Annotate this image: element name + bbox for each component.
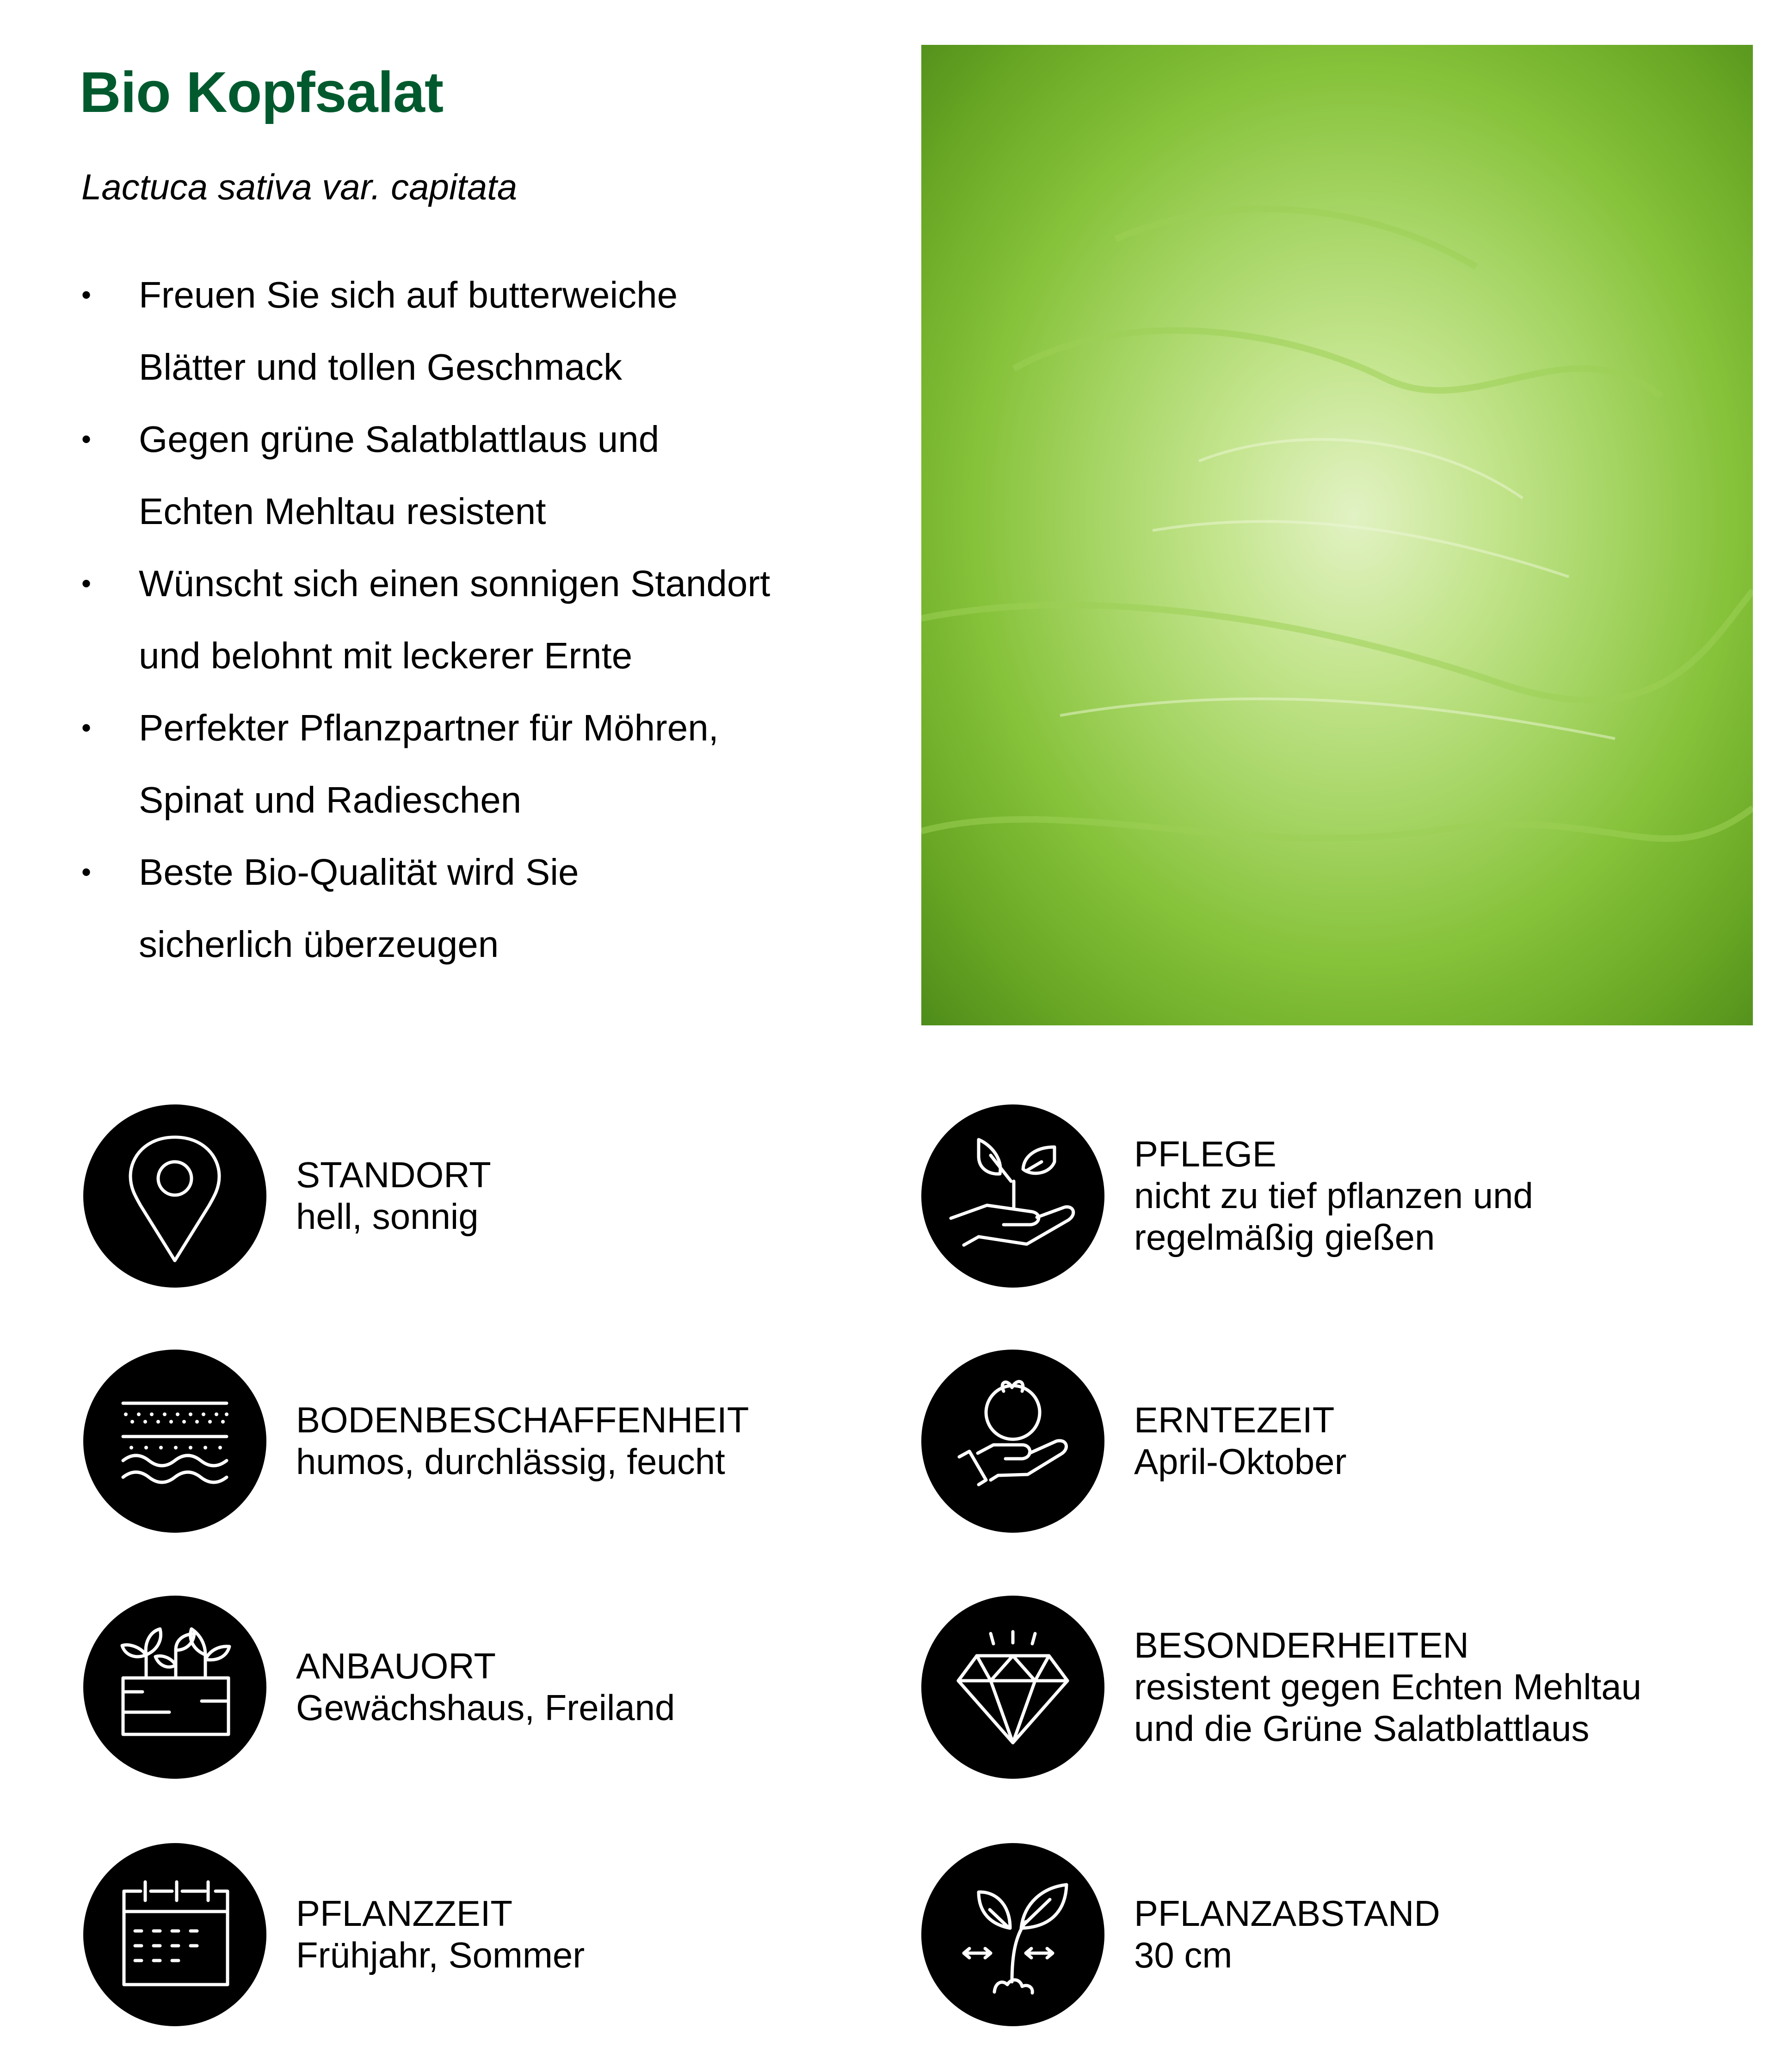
feature-value: April-Oktober [1134, 1441, 1347, 1482]
plant-spacing-icon [921, 1843, 1104, 2026]
feature-value: resistent gegen Echten Mehltau [1134, 1666, 1642, 1708]
feature-label: PFLANZABSTAND [1134, 1893, 1440, 1934]
feature-value: nicht zu tief pflanzen und [1134, 1175, 1533, 1216]
feature-label: ERNTEZEIT [1134, 1400, 1335, 1441]
feature-label: PFLEGE [1134, 1134, 1276, 1175]
feature-value: und die Grüne Salatblattlaus [1134, 1708, 1590, 1749]
bullet-dot-icon: • [81, 568, 92, 599]
feature-value: regelmäßig gießen [1134, 1216, 1435, 1258]
bullet-dot-icon: • [81, 712, 92, 743]
feature-label: BESONDERHEITEN [1134, 1625, 1469, 1666]
calendar-icon [83, 1843, 266, 2026]
hand-fruit-icon [921, 1350, 1104, 1533]
feature-pflege [921, 1104, 1708, 1289]
feature-erntezeit [921, 1350, 1708, 1535]
feature-label: BODENBESCHAFFENHEIT [296, 1400, 749, 1441]
bullet-item: • Perfekter Pflanzpartner für Möhren, Spinat und Radieschen [81, 692, 868, 836]
feature-label: ANBAUORT [296, 1646, 496, 1687]
feature-pflanzabstand [921, 1843, 1708, 2028]
feature-besonderheiten [921, 1596, 1708, 1781]
feature-value: Frühjahr, Sommer [296, 1935, 585, 1975]
feature-value: 30 cm [1134, 1935, 1233, 1975]
feature-anbauort [83, 1596, 870, 1781]
feature-bodenbeschaffenheit [83, 1350, 870, 1535]
soil-layers-icon [83, 1350, 266, 1533]
hand-seedling-icon [921, 1104, 1104, 1288]
bullet-item: • Gegen grüne Salatblattlaus und Echten Mehltau resistent [81, 403, 868, 548]
bullet-item: • Beste Bio-Qualität wird Sie sicherlich überzeugen [81, 836, 868, 980]
feature-standort [83, 1104, 870, 1289]
feature-label: STANDORT [296, 1154, 491, 1196]
lettuce-photo [921, 45, 1753, 1025]
feature-label: PFLANZZEIT [296, 1893, 513, 1934]
latin-name: Lactuca sativa var. capitata [81, 166, 518, 207]
feature-pflanzzeit [83, 1843, 870, 2028]
planter-box-icon [83, 1596, 266, 1779]
bullet-dot-icon: • [81, 424, 92, 455]
bullet-dot-icon: • [81, 857, 92, 888]
feature-value: humos, durchlässig, feucht [296, 1441, 725, 1482]
bullet-item: • Freuen Sie sich auf butterweiche Blätter und tollen Geschmack [81, 259, 868, 403]
feature-value: Gewächshaus, Freiland [296, 1687, 675, 1728]
bullet-item: • Wünscht sich einen sonnigen Standort und belohnt mit leckerer Ernte [81, 548, 868, 692]
diamond-icon [921, 1596, 1104, 1779]
product-title: Bio Kopfsalat [80, 61, 444, 124]
feature-bullet-list [81, 259, 868, 980]
feature-value: hell, sonnig [296, 1196, 479, 1237]
location-pin-icon [83, 1104, 266, 1288]
bullet-dot-icon: • [81, 279, 92, 310]
